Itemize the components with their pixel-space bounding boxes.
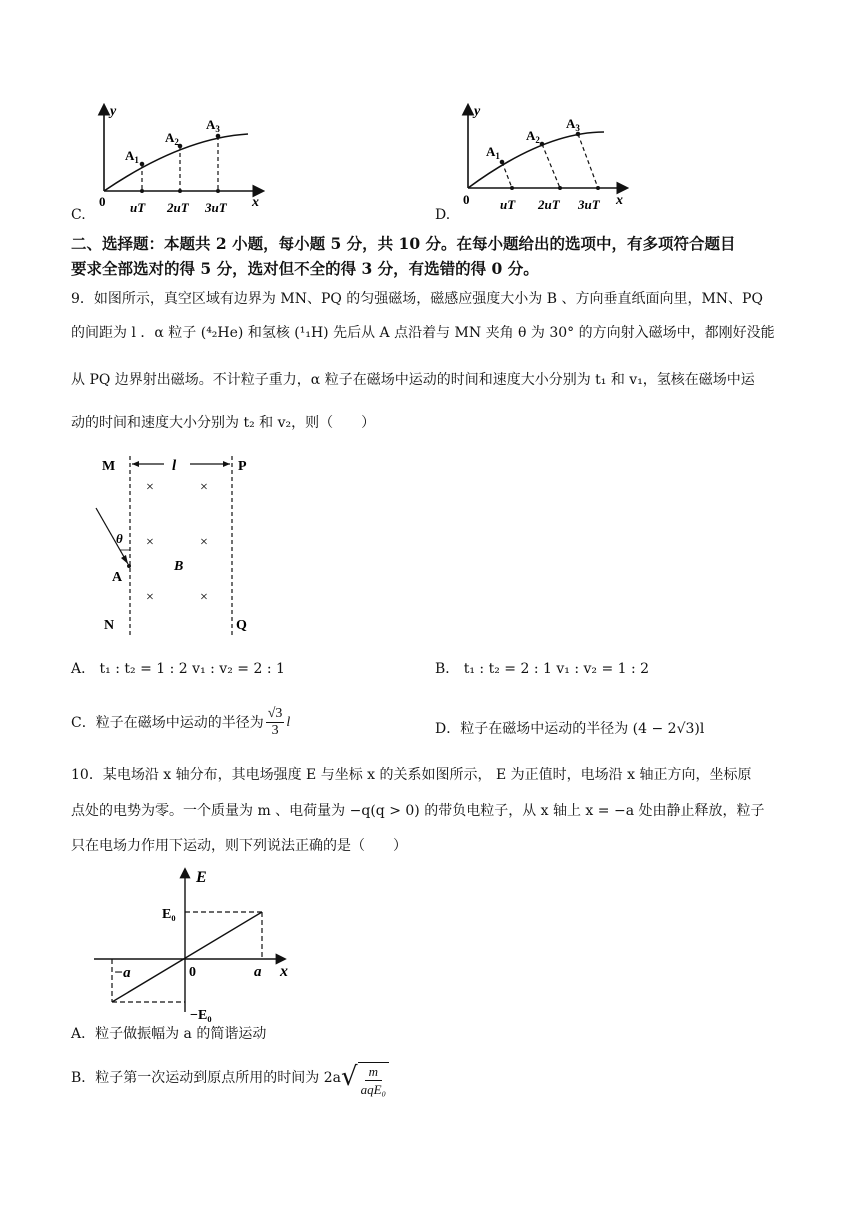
svg-text:0: 0	[189, 965, 196, 980]
q9-line2: 的间距为 l ．α 粒子 (⁴₂He) 和氢核 (¹₁H) 先后从 A 点沿着与 MN 夹角 θ 为 30° 的方向射入磁场中，都刚好没能	[71, 325, 775, 341]
svg-text:x: x	[616, 193, 623, 208]
svg-text:−a: −a	[114, 965, 131, 981]
svg-text:M: M	[102, 459, 116, 474]
svg-text:l: l	[172, 458, 177, 474]
svg-text:0: 0	[463, 192, 470, 207]
svg-text:y: y	[474, 104, 481, 119]
q10-line2: 点处的电势为零。一个质量为 m 、电荷量为 −q(q > 0) 的带负电粒子，从 x 轴上 x = −a 处由静止释放，粒子	[71, 803, 765, 819]
x-axis-label: x	[252, 195, 259, 210]
svg-text:Q: Q	[236, 618, 247, 633]
q9-line4: 动的时间和速度大小分别为 t₂ 和 v₂，则（ ）	[71, 415, 376, 431]
section-heading-line1: 二、选择题：本题共 2 小题，每小题 5 分，共 10 分。在每小题给出的选项中，有多项符合题目	[71, 234, 736, 253]
svg-text:A2: $A_2$	[165, 130, 179, 147]
q9-option-a[interactable]: A． t₁ : t₂ = 1 : 2 v₁ : v₂ = 2 : 1	[71, 661, 285, 677]
q10-option-b[interactable]	[71, 1058, 389, 1098]
q9-line3: 从 PQ 边界射出磁场。不计粒子重力，α 粒子在磁场中运动的时间和速度大小分别为 t₁ 和 v₁，氢核在磁场中运	[71, 372, 755, 388]
svg-text:E: E	[196, 869, 207, 886]
graph-d	[456, 98, 636, 220]
q10-option-b-sqrt: √ m aqE₀	[341, 1058, 389, 1098]
section-heading-line2: 要求全部选对的得 5 分，选对但不全的得 3 分，有选错的得 0 分。	[71, 259, 539, 278]
svg-text:3uT: 3uT	[578, 197, 600, 212]
svg-text:×: ×	[200, 480, 208, 495]
svg-text:θ: θ	[116, 531, 123, 546]
svg-text:x: x	[280, 963, 288, 980]
option-c-label: C.	[71, 207, 86, 223]
svg-text:uT: uT	[130, 200, 146, 215]
svg-text:×: ×	[146, 535, 154, 550]
q10-option-a[interactable]: A．粒子做振幅为 a 的简谐运动	[71, 1026, 267, 1042]
q9-line1: 9．如图所示，真空区域有边界为 MN、PQ 的匀强磁场，磁感应强度大小为 B 、方向垂直纸面向里，MN、PQ	[71, 291, 763, 307]
svg-text:A2: $A_2$	[526, 128, 540, 145]
svg-text:3uT: 3uT	[205, 200, 227, 215]
svg-text:a: a	[254, 964, 262, 980]
svg-text:A: A	[112, 570, 123, 585]
svg-text:×: ×	[146, 480, 154, 495]
q10-line1: 10．某电场沿 x 轴分布，其电场强度 E 与坐标 x 的关系如图所示， E 为正值时，电场沿 x 轴正方向，坐标原	[71, 767, 752, 783]
svg-text:E₀: E₀	[162, 907, 176, 922]
origin-label: 0	[99, 194, 106, 209]
q10-line3: 只在电场力作用下运动，则下列说法正确的是（ ）	[71, 838, 407, 854]
svg-text:A1: $A_1$	[125, 148, 139, 165]
svg-text:×: ×	[146, 590, 154, 605]
svg-text:A3: $A_3$	[566, 116, 580, 133]
svg-text:N: N	[104, 618, 115, 633]
svg-text:P: P	[238, 459, 247, 474]
q9-option-c-fraction: $\frac{√3}{3}$	[267, 706, 283, 738]
svg-text:−E₀: −E₀	[190, 1008, 212, 1022]
svg-text:uT: uT	[500, 197, 516, 212]
svg-text:2uT: 2uT	[538, 197, 560, 212]
svg-text:×: ×	[200, 590, 208, 605]
q9-magnetic-field-figure	[92, 448, 262, 644]
svg-text:B: B	[174, 559, 184, 574]
q9-option-c[interactable]: C．粒子在磁场中运动的半径为 $\frac{√3}{3}$ l	[71, 706, 291, 738]
q10-e-field-graph	[84, 862, 304, 1022]
q10-option-b-text: B．粒子第一次运动到原点所用的时间为 2a	[71, 1070, 341, 1086]
q9-option-d[interactable]: D．粒子在磁场中运动的半径为 (4 − 2√3)l	[435, 721, 705, 737]
svg-text:2uT: 2uT	[167, 200, 189, 215]
q9-option-b[interactable]: B． t₁ : t₂ = 2 : 1 v₁ : v₂ = 1 : 2	[435, 661, 650, 677]
y-axis-label: y	[110, 104, 117, 119]
svg-text:A3: $A_3$	[206, 117, 220, 134]
q9-option-c-text: C．粒子在磁场中运动的半径为	[71, 714, 264, 731]
graph-c	[92, 98, 272, 220]
option-d-label: D.	[435, 207, 451, 223]
svg-text:×: ×	[200, 535, 208, 550]
svg-text:A1: $A_1$	[486, 144, 500, 161]
